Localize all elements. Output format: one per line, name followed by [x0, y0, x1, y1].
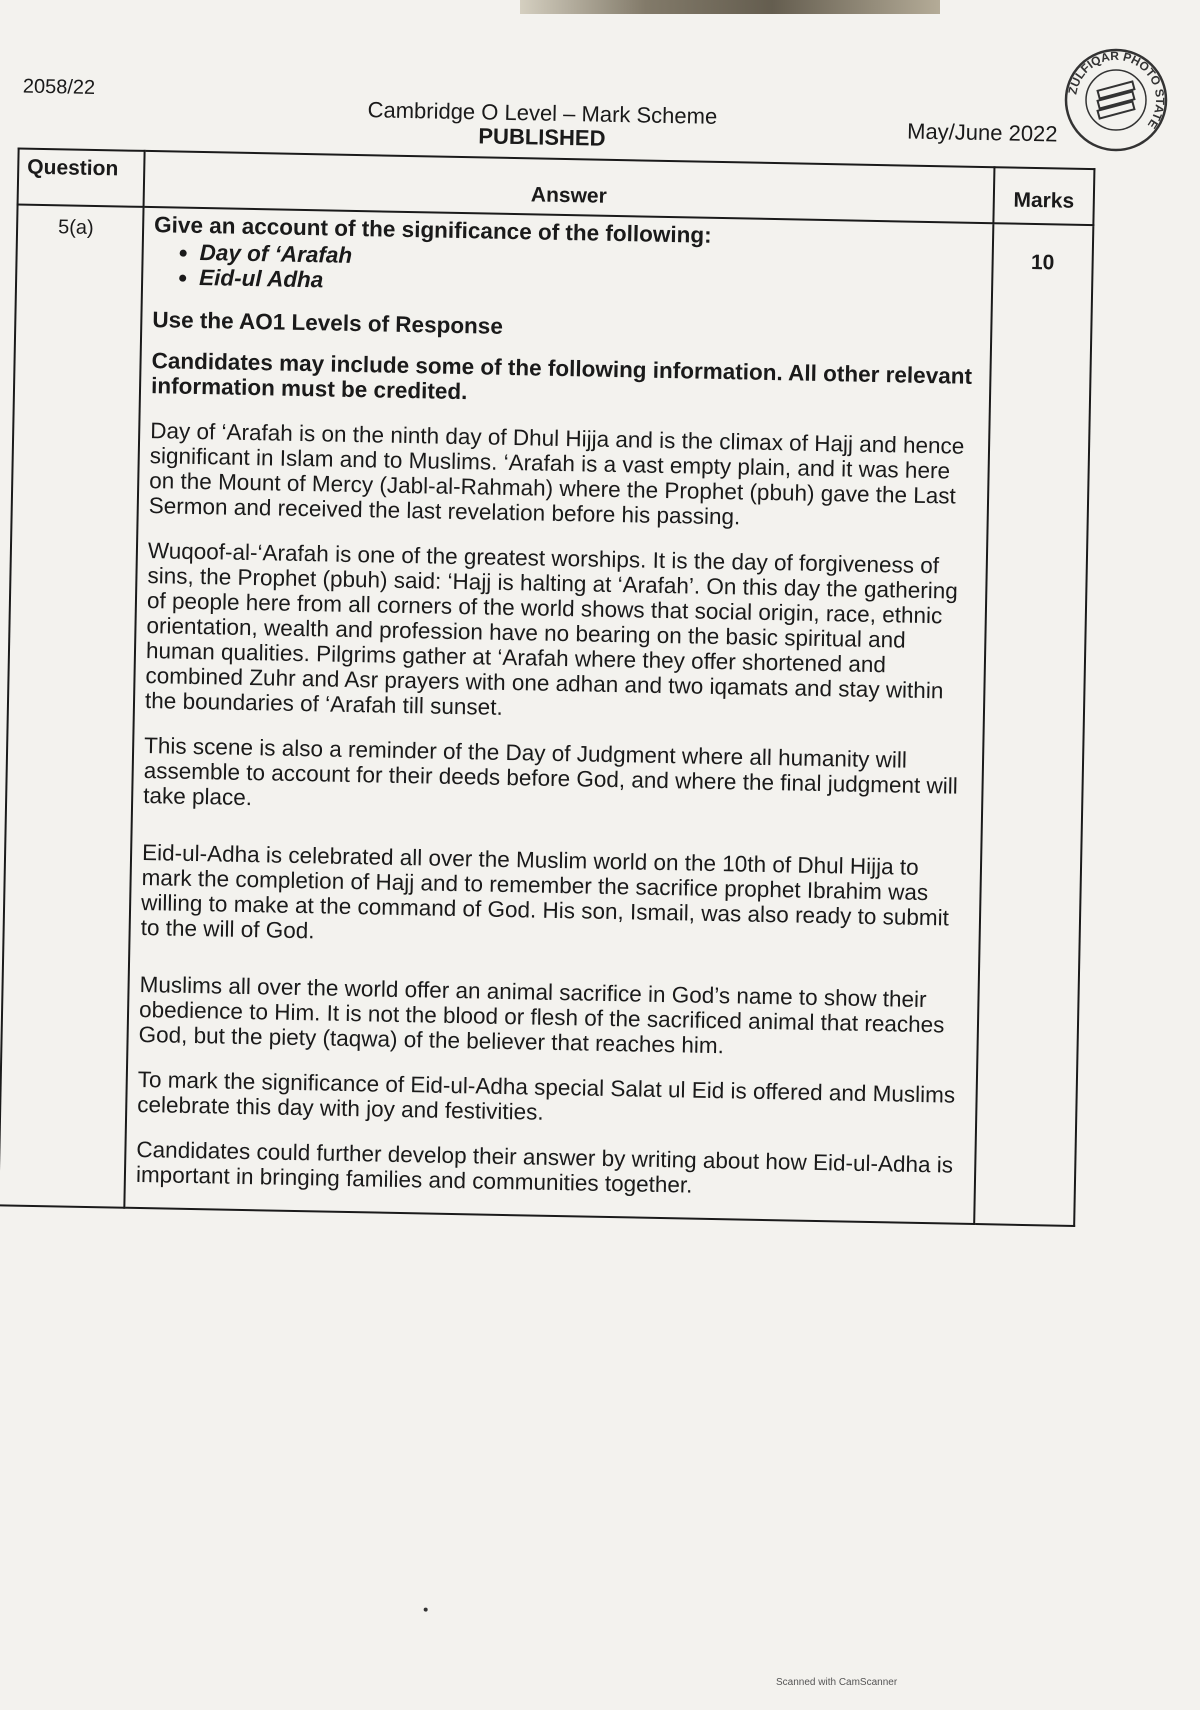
scanner-watermark: Scanned with CamScanner — [776, 1677, 898, 1688]
levels-instruction: Use the AO1 Levels of Response — [152, 307, 504, 339]
answer-paragraph: To mark the significance of Eid-ul-Adha special Salat ul Eid is offered and Muslims celebrate this day with joy and festivities. — [137, 1066, 956, 1125]
bullet-item: • Day of ‘Arafah — [199, 240, 979, 280]
stamp-text: ZULFIQAR PHOTO STATE — [1065, 48, 1168, 132]
svg-text:ZULFIQAR PHOTO STATE — [1065, 49, 1167, 131]
marks-column-header: Marks — [993, 167, 1094, 225]
question-number: 5(a) — [0, 204, 144, 1207]
answer-paragraph: Day of ‘Arafah is on the ninth day of Dhul Hijja and is the climax of Hajj and hence significant in Islam and to Muslims. ‘Arafah is a vast empty plain, and it was here on the Mount of Mercy (Jabl-al-Rahmah) where the Prophet (pbuh) gave the Last Sermon and received the last revelation before his passing. — [148, 418, 965, 530]
answer-paragraph: Candidates could further develop their answer by writing about how Eid-ul-Adha is important in bringing families and communities together. — [135, 1136, 954, 1198]
question-prompt: Give an account of the significance of the following: — [153, 212, 712, 248]
answer-paragraph: This scene is also a reminder of the Day of Judgment where all humanity will assemble to account for their deeds before God, and where the final judgment will take place. — [143, 733, 959, 811]
scan-speck — [424, 1608, 428, 1612]
shop-stamp-logo — [1062, 46, 1170, 154]
document-title: Cambridge O Level – Mark Scheme — [367, 97, 718, 129]
candidates-intro: Candidates may include some of the following information. All other relevant information must be credited. — [150, 348, 973, 405]
answer-column-header: Answer — [144, 151, 995, 223]
document-header — [352, 98, 733, 153]
answer-paragraph: Wuqoof-al-‘Arafah is one of the greatest worships. It is the day of forgiveness of sins, the Prophet (pbuh) said: ‘Hajj is halting at ‘Arafah’. On this day the gathering of people here from all corners of the world shows that social origin, race, ethnic orientation, wealth and profession have no bearing on the basic spiritual and human qualities. Pilgrims gather at ‘Arafah where they offer shortened and combined Zuhr and Asr prayers with one adhan and two iqamats and stay within the boundaries of ‘Arafah till sunset. — [144, 538, 959, 720]
answer-paragraph: Eid-ul-Adha is celebrated all over the Muslim world on the 10th of Dhul Hijja to mark the completion of Hajj and to remember the sacrifice prophet Ibrahim was willing to make at the command of God. His son, Ismail, was also ready to submit to the will of God. — [140, 839, 950, 944]
published-label: PUBLISHED — [478, 123, 606, 151]
answer-paragraph: Muslims all over the world offer an animal sacrifice in God’s name to show their obedience to Him. It is not the blood or flesh of the sacrificed animal that reaches God, but the piety (taqwa) of the believer that reaches him. — [138, 971, 945, 1059]
paper-code: 2058/22 — [22, 75, 96, 99]
exam-session: May/June 2022 — [906, 118, 1058, 147]
bullet-item: • Eid-ul Adha — [199, 265, 979, 305]
mark-scheme-table — [0, 147, 1095, 1226]
table-row — [0, 204, 1093, 1225]
marks-value: 10 — [974, 223, 1093, 1226]
question-column-header: Question — [18, 148, 145, 206]
answer-cell — [124, 207, 993, 1224]
